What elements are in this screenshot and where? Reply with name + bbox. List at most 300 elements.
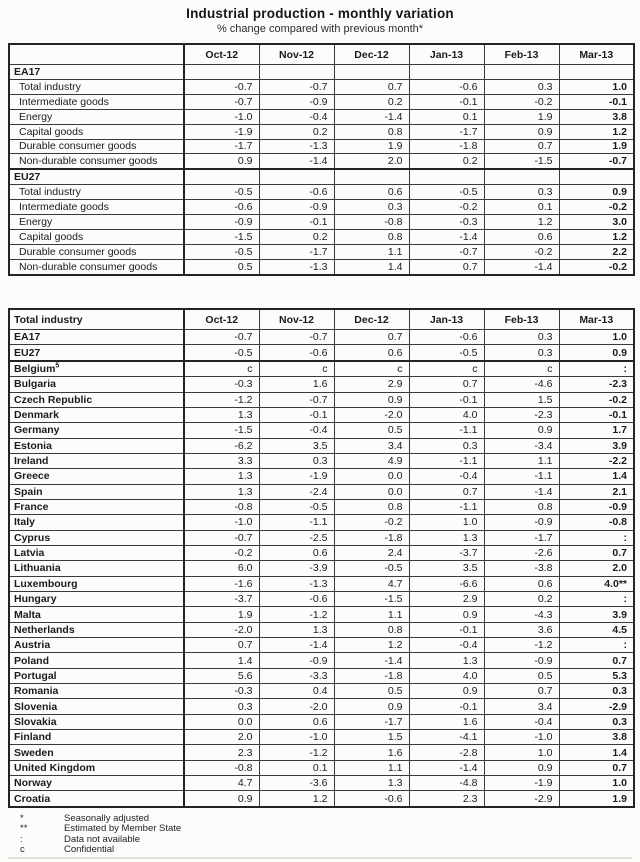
row-label: Non-durable consumer goods bbox=[9, 154, 184, 169]
value-cell: -0.1 bbox=[409, 699, 484, 714]
value-cell: 0.6 bbox=[259, 545, 334, 560]
corner-header: Total industry bbox=[9, 309, 184, 330]
value-cell: -0.2 bbox=[409, 200, 484, 215]
value-cell: -0.6 bbox=[259, 345, 334, 361]
value-cell: 1.2 bbox=[559, 230, 634, 245]
table-row bbox=[9, 699, 634, 714]
row-label: Austria bbox=[9, 638, 184, 653]
value-cell: -0.5 bbox=[409, 185, 484, 200]
value-cell: -1.4 bbox=[484, 484, 559, 499]
table-row bbox=[9, 377, 634, 392]
page-subtitle: % change compared with previous month* bbox=[216, 23, 424, 35]
value-cell: -1.5 bbox=[484, 154, 559, 169]
value-cell: 0.7 bbox=[409, 259, 484, 275]
section-header-row bbox=[9, 169, 634, 184]
value-cell: -0.9 bbox=[484, 653, 559, 668]
value-cell: -0.1 bbox=[259, 215, 334, 230]
table-row bbox=[9, 79, 634, 94]
value-cell: -1.3 bbox=[259, 139, 334, 154]
value-cell: : bbox=[559, 638, 634, 653]
value-cell: 0.3 bbox=[484, 79, 559, 94]
value-cell: 0.7 bbox=[409, 484, 484, 499]
value-cell: : bbox=[559, 592, 634, 607]
footnotes bbox=[0, 814, 640, 855]
row-label: Capital goods bbox=[9, 230, 184, 245]
row-label: Finland bbox=[9, 730, 184, 745]
value-cell: 3.4 bbox=[334, 438, 409, 453]
value-cell: -1.8 bbox=[334, 530, 409, 545]
footnote-marker: c bbox=[20, 843, 25, 855]
value-cell: 0.7 bbox=[334, 79, 409, 94]
value-cell: 0.9 bbox=[409, 607, 484, 622]
value-cell: 0.9 bbox=[184, 791, 259, 807]
aggregates-by-grouping-table bbox=[8, 43, 635, 276]
value-cell: -2.2 bbox=[559, 453, 634, 468]
value-cell: 1.3 bbox=[409, 530, 484, 545]
value-cell: -1.4 bbox=[484, 259, 559, 275]
row-label: United Kingdom bbox=[9, 760, 184, 775]
value-cell: 0.2 bbox=[334, 94, 409, 109]
value-cell: 1.1 bbox=[484, 453, 559, 468]
value-cell: 2.9 bbox=[334, 377, 409, 392]
table-row bbox=[9, 154, 634, 169]
footnote-reference: 5 bbox=[55, 362, 60, 370]
table-row bbox=[9, 653, 634, 668]
value-cell: 1.9 bbox=[184, 607, 259, 622]
value-cell: c bbox=[184, 361, 259, 377]
value-cell: -0.4 bbox=[259, 109, 334, 124]
value-cell: 4.5 bbox=[559, 622, 634, 637]
table-row bbox=[9, 109, 634, 124]
value-cell: -1.4 bbox=[334, 109, 409, 124]
footnote-text: Estimated by Member State bbox=[64, 823, 182, 835]
value-cell: -1.5 bbox=[334, 592, 409, 607]
table-row bbox=[9, 745, 634, 760]
column-header: Nov-12 bbox=[259, 44, 334, 65]
value-cell: -1.0 bbox=[259, 730, 334, 745]
table-row bbox=[9, 392, 634, 407]
table-row bbox=[9, 638, 634, 653]
value-cell: 0.5 bbox=[334, 684, 409, 699]
value-cell: 1.6 bbox=[409, 714, 484, 729]
table-row bbox=[9, 245, 634, 260]
table-row bbox=[9, 438, 634, 453]
table-row bbox=[9, 230, 634, 245]
value-cell: -0.7 bbox=[259, 392, 334, 407]
value-cell: -0.2 bbox=[559, 392, 634, 407]
value-cell: 3.3 bbox=[184, 453, 259, 468]
value-cell: 2.3 bbox=[184, 745, 259, 760]
value-cell: 1.9 bbox=[484, 109, 559, 124]
value-cell: 0.0 bbox=[184, 714, 259, 729]
value-cell: 0.9 bbox=[559, 345, 634, 361]
table-row bbox=[9, 684, 634, 699]
table-row bbox=[9, 453, 634, 468]
value-cell: -0.4 bbox=[259, 423, 334, 438]
value-cell: 1.2 bbox=[559, 124, 634, 139]
value-cell: -0.7 bbox=[559, 154, 634, 169]
value-cell: 0.6 bbox=[484, 230, 559, 245]
value-cell: -0.2 bbox=[559, 259, 634, 275]
row-label: Croatia bbox=[9, 791, 184, 807]
footnote-marker: ** bbox=[20, 823, 28, 835]
row-label: Spain bbox=[9, 484, 184, 499]
value-cell: -2.3 bbox=[484, 407, 559, 422]
row-label: Latvia bbox=[9, 545, 184, 560]
row-label: Bulgaria bbox=[9, 377, 184, 392]
row-label: Greece bbox=[9, 469, 184, 484]
scan-artifact-line bbox=[8, 857, 632, 859]
value-cell: -1.4 bbox=[259, 638, 334, 653]
row-label: Non-durable consumer goods bbox=[9, 259, 184, 275]
value-cell: 0.3 bbox=[484, 330, 559, 345]
section-header-row bbox=[9, 65, 634, 80]
value-cell: -4.8 bbox=[409, 776, 484, 791]
value-cell: -1.4 bbox=[409, 230, 484, 245]
value-cell: -1.1 bbox=[484, 469, 559, 484]
value-cell: c bbox=[484, 361, 559, 377]
value-cell: 1.2 bbox=[484, 215, 559, 230]
value-cell: -0.9 bbox=[484, 515, 559, 530]
value-cell: -3.7 bbox=[184, 592, 259, 607]
value-cell: 0.7 bbox=[184, 638, 259, 653]
value-cell: 1.3 bbox=[184, 469, 259, 484]
value-cell: -0.4 bbox=[409, 469, 484, 484]
value-cell: -0.5 bbox=[259, 499, 334, 514]
value-cell: -0.5 bbox=[334, 561, 409, 576]
value-cell: -2.9 bbox=[559, 699, 634, 714]
table-row bbox=[9, 185, 634, 200]
value-cell: 2.4 bbox=[334, 545, 409, 560]
value-cell: 3.9 bbox=[559, 438, 634, 453]
value-cell: -2.5 bbox=[259, 530, 334, 545]
value-cell: -1.4 bbox=[334, 653, 409, 668]
value-cell: -1.9 bbox=[184, 124, 259, 139]
value-cell: -0.2 bbox=[484, 245, 559, 260]
value-cell: 0.3 bbox=[184, 699, 259, 714]
page-title: Industrial production - monthly variation bbox=[186, 6, 454, 21]
value-cell: -0.7 bbox=[184, 94, 259, 109]
value-cell: -6.2 bbox=[184, 438, 259, 453]
value-cell: 0.7 bbox=[559, 545, 634, 560]
value-cell: 0.2 bbox=[259, 124, 334, 139]
value-cell: -0.8 bbox=[559, 515, 634, 530]
value-cell: -1.5 bbox=[184, 230, 259, 245]
footnote-marker: : bbox=[20, 833, 23, 845]
row-label: Ireland bbox=[9, 453, 184, 468]
value-cell: -0.6 bbox=[184, 200, 259, 215]
empty-cell bbox=[334, 65, 409, 80]
row-label: Energy bbox=[9, 215, 184, 230]
table-row bbox=[9, 330, 634, 345]
total-industry-by-country-table bbox=[8, 308, 635, 808]
value-cell: -1.2 bbox=[259, 607, 334, 622]
value-cell: 0.1 bbox=[484, 200, 559, 215]
value-cell: 0.4 bbox=[259, 684, 334, 699]
value-cell: 0.9 bbox=[184, 154, 259, 169]
table-row bbox=[9, 668, 634, 683]
footnote-text: Confidential bbox=[64, 843, 115, 855]
column-header: Mar-13 bbox=[559, 44, 634, 65]
value-cell: 1.0 bbox=[409, 515, 484, 530]
empty-cell bbox=[184, 169, 259, 184]
empty-cell bbox=[484, 169, 559, 184]
value-cell: -1.4 bbox=[259, 154, 334, 169]
value-cell: 1.1 bbox=[334, 760, 409, 775]
value-cell: -1.0 bbox=[184, 515, 259, 530]
value-cell: -1.0 bbox=[184, 109, 259, 124]
value-cell: -2.9 bbox=[484, 791, 559, 807]
value-cell: 5.3 bbox=[559, 668, 634, 683]
value-cell: 1.2 bbox=[334, 638, 409, 653]
value-cell: 0.7 bbox=[559, 760, 634, 775]
row-label: Norway bbox=[9, 776, 184, 791]
value-cell: -0.6 bbox=[409, 330, 484, 345]
row-label: France bbox=[9, 499, 184, 514]
value-cell: 0.6 bbox=[334, 185, 409, 200]
value-cell: 0.5 bbox=[334, 423, 409, 438]
value-cell: -0.1 bbox=[409, 622, 484, 637]
value-cell: 2.0 bbox=[334, 154, 409, 169]
value-cell: -2.0 bbox=[259, 699, 334, 714]
value-cell: 1.4 bbox=[334, 259, 409, 275]
value-cell: -0.6 bbox=[409, 79, 484, 94]
value-cell: -2.0 bbox=[184, 622, 259, 637]
value-cell: 0.5 bbox=[484, 668, 559, 683]
value-cell: 0.0 bbox=[334, 484, 409, 499]
value-cell: 0.1 bbox=[409, 109, 484, 124]
column-header: Jan-13 bbox=[409, 309, 484, 330]
row-label: Intermediate goods bbox=[9, 94, 184, 109]
header-row bbox=[9, 309, 634, 330]
value-cell: 0.7 bbox=[559, 653, 634, 668]
value-cell: 4.7 bbox=[334, 576, 409, 591]
value-cell: 3.0 bbox=[559, 215, 634, 230]
table-row bbox=[9, 124, 634, 139]
value-cell: 3.5 bbox=[409, 561, 484, 576]
value-cell: -2.8 bbox=[409, 745, 484, 760]
value-cell: -0.6 bbox=[334, 791, 409, 807]
table-row bbox=[9, 484, 634, 499]
row-label: Denmark bbox=[9, 407, 184, 422]
column-header: Nov-12 bbox=[259, 309, 334, 330]
value-cell: -0.4 bbox=[484, 714, 559, 729]
value-cell: 0.2 bbox=[484, 592, 559, 607]
value-cell: 0.7 bbox=[484, 684, 559, 699]
value-cell: -1.1 bbox=[409, 423, 484, 438]
value-cell: -1.7 bbox=[484, 530, 559, 545]
value-cell: -1.8 bbox=[409, 139, 484, 154]
column-header: Dec-12 bbox=[334, 44, 409, 65]
value-cell: 4.0 bbox=[409, 407, 484, 422]
value-cell: 1.2 bbox=[259, 791, 334, 807]
value-cell: -1.0 bbox=[484, 730, 559, 745]
value-cell: 1.1 bbox=[334, 607, 409, 622]
value-cell: 1.1 bbox=[334, 245, 409, 260]
value-cell: 1.9 bbox=[559, 791, 634, 807]
value-cell: -0.5 bbox=[184, 185, 259, 200]
row-label: Slovenia bbox=[9, 699, 184, 714]
value-cell: -3.3 bbox=[259, 668, 334, 683]
table-row bbox=[9, 607, 634, 622]
empty-cell bbox=[184, 65, 259, 80]
row-label: Hungary bbox=[9, 592, 184, 607]
row-label: Luxembourg bbox=[9, 576, 184, 591]
value-cell: 0.3 bbox=[559, 714, 634, 729]
value-cell: -1.2 bbox=[259, 745, 334, 760]
value-cell: -0.8 bbox=[334, 215, 409, 230]
value-cell: -0.7 bbox=[184, 79, 259, 94]
section-label: EU27 bbox=[9, 169, 184, 184]
value-cell: -3.9 bbox=[259, 561, 334, 576]
value-cell: -0.1 bbox=[259, 407, 334, 422]
value-cell: 0.9 bbox=[559, 185, 634, 200]
value-cell: 1.0 bbox=[559, 330, 634, 345]
row-label: Lithuania bbox=[9, 561, 184, 576]
value-cell: -3.8 bbox=[484, 561, 559, 576]
row-label: Germany bbox=[9, 423, 184, 438]
value-cell: 0.7 bbox=[334, 330, 409, 345]
value-cell: 0.6 bbox=[334, 345, 409, 361]
value-cell: -0.9 bbox=[559, 499, 634, 514]
footnote-marker: * bbox=[20, 813, 24, 824]
value-cell: -0.6 bbox=[259, 592, 334, 607]
row-label: Portugal bbox=[9, 668, 184, 683]
value-cell: 4.0** bbox=[559, 576, 634, 591]
empty-cell bbox=[559, 169, 634, 184]
row-label: Estonia bbox=[9, 438, 184, 453]
row-label: EU27 bbox=[9, 345, 184, 361]
value-cell: 0.8 bbox=[334, 622, 409, 637]
column-header: Oct-12 bbox=[184, 309, 259, 330]
value-cell: 3.8 bbox=[559, 109, 634, 124]
value-cell: -1.2 bbox=[184, 392, 259, 407]
table-row bbox=[9, 530, 634, 545]
value-cell: -0.9 bbox=[259, 653, 334, 668]
value-cell: -0.3 bbox=[184, 684, 259, 699]
value-cell: 4.7 bbox=[184, 776, 259, 791]
value-cell: 4.0 bbox=[409, 668, 484, 683]
value-cell: 0.1 bbox=[259, 760, 334, 775]
empty-cell bbox=[259, 65, 334, 80]
table-row bbox=[9, 592, 634, 607]
value-cell: 0.3 bbox=[409, 438, 484, 453]
empty-cell bbox=[559, 65, 634, 80]
table-row bbox=[9, 499, 634, 514]
value-cell: 0.5 bbox=[184, 259, 259, 275]
value-cell: -0.7 bbox=[259, 330, 334, 345]
row-label: Netherlands bbox=[9, 622, 184, 637]
value-cell: -1.9 bbox=[484, 776, 559, 791]
table-row bbox=[9, 407, 634, 422]
table-row bbox=[9, 561, 634, 576]
value-cell: -2.6 bbox=[484, 545, 559, 560]
value-cell: -3.4 bbox=[484, 438, 559, 453]
value-cell: -1.2 bbox=[484, 638, 559, 653]
value-cell: 1.3 bbox=[259, 622, 334, 637]
value-cell: 4.9 bbox=[334, 453, 409, 468]
value-cell: 0.2 bbox=[409, 154, 484, 169]
row-label: Total industry bbox=[9, 79, 184, 94]
value-cell: 3.4 bbox=[484, 699, 559, 714]
table-row bbox=[9, 200, 634, 215]
column-header: Oct-12 bbox=[184, 44, 259, 65]
value-cell: -4.6 bbox=[484, 377, 559, 392]
value-cell: -1.6 bbox=[184, 576, 259, 591]
value-cell: 0.8 bbox=[334, 499, 409, 514]
value-cell: -2.3 bbox=[559, 377, 634, 392]
table-row bbox=[9, 776, 634, 791]
table-row bbox=[9, 576, 634, 591]
row-label: Cyprus bbox=[9, 530, 184, 545]
value-cell: -0.4 bbox=[409, 638, 484, 653]
value-cell: -1.7 bbox=[409, 124, 484, 139]
empty-cell bbox=[409, 169, 484, 184]
empty-cell bbox=[484, 65, 559, 80]
table-row bbox=[9, 94, 634, 109]
value-cell: 0.3 bbox=[559, 684, 634, 699]
value-cell: 0.7 bbox=[409, 377, 484, 392]
value-cell: -0.7 bbox=[184, 330, 259, 345]
value-cell: 1.0 bbox=[559, 79, 634, 94]
table-row bbox=[9, 760, 634, 775]
value-cell: 1.3 bbox=[409, 653, 484, 668]
table-row bbox=[9, 730, 634, 745]
value-cell: -3.7 bbox=[409, 545, 484, 560]
row-label: Intermediate goods bbox=[9, 200, 184, 215]
row-label: Energy bbox=[9, 109, 184, 124]
value-cell: 2.9 bbox=[409, 592, 484, 607]
table-row bbox=[9, 791, 634, 807]
value-cell: 0.0 bbox=[334, 469, 409, 484]
value-cell: 0.9 bbox=[484, 124, 559, 139]
row-label: Slovakia bbox=[9, 714, 184, 729]
value-cell: 1.5 bbox=[334, 730, 409, 745]
value-cell: 2.1 bbox=[559, 484, 634, 499]
header-row bbox=[9, 44, 634, 65]
row-label: Malta bbox=[9, 607, 184, 622]
value-cell: 1.7 bbox=[559, 423, 634, 438]
value-cell: c bbox=[259, 361, 334, 377]
row-label: Italy bbox=[9, 515, 184, 530]
footnote-text: Seasonally adjusted bbox=[64, 813, 150, 824]
value-cell: -0.8 bbox=[184, 499, 259, 514]
value-cell: : bbox=[559, 530, 634, 545]
value-cell: c bbox=[334, 361, 409, 377]
value-cell: -1.9 bbox=[259, 469, 334, 484]
empty-cell bbox=[334, 169, 409, 184]
value-cell: -0.1 bbox=[559, 94, 634, 109]
value-cell: 0.9 bbox=[484, 760, 559, 775]
value-cell: 1.4 bbox=[559, 469, 634, 484]
value-cell: 0.8 bbox=[334, 124, 409, 139]
column-header: Feb-13 bbox=[484, 309, 559, 330]
value-cell: -1.3 bbox=[259, 259, 334, 275]
value-cell: -0.3 bbox=[409, 215, 484, 230]
row-label: Romania bbox=[9, 684, 184, 699]
value-cell: 0.3 bbox=[484, 345, 559, 361]
value-cell: 1.9 bbox=[334, 139, 409, 154]
table-row bbox=[9, 345, 634, 361]
value-cell: -0.8 bbox=[184, 760, 259, 775]
value-cell: 2.0 bbox=[559, 561, 634, 576]
table-row bbox=[9, 545, 634, 560]
value-cell: 1.4 bbox=[184, 653, 259, 668]
value-cell: -1.5 bbox=[184, 423, 259, 438]
value-cell: -4.3 bbox=[484, 607, 559, 622]
value-cell: 1.9 bbox=[559, 139, 634, 154]
table-row bbox=[9, 423, 634, 438]
